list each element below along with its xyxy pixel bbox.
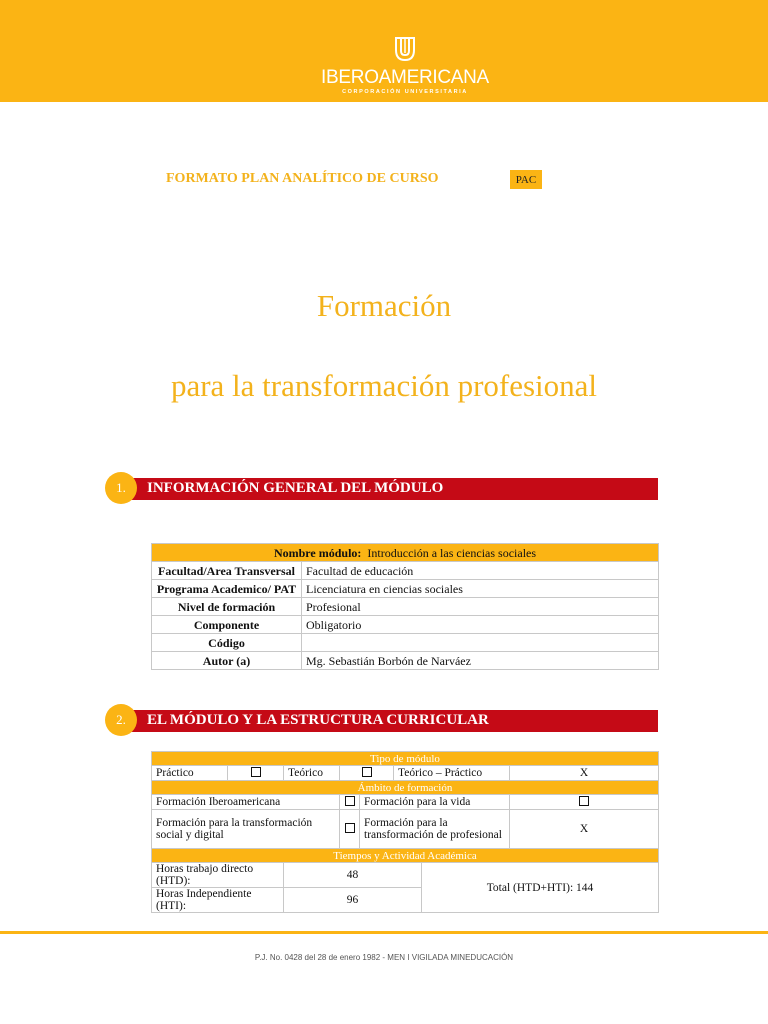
htd-label: Horas trabajo directo (HTD): [152, 863, 284, 888]
main-title-line2: para la transformación profesional [170, 368, 598, 403]
table-row [152, 766, 659, 781]
table-row [152, 863, 659, 888]
teorico-label: Teórico [284, 766, 340, 781]
formacion-ibero-label: Formación Iberoamericana [152, 795, 340, 810]
formacion-profesional-label: Formación para la transformación de profesional [360, 810, 510, 849]
footer-text: P.J. No. 0428 del 28 de enero 1982 - MEN I VIGILADA MINEDUCACIÓN [254, 953, 514, 962]
row-value: Facultad de educación [302, 562, 659, 580]
section-number: 2. [105, 704, 137, 736]
table-row [152, 781, 659, 795]
section-2-header [118, 710, 658, 732]
ambito-formacion-header: Ámbito de formación [152, 781, 659, 795]
iberoamericana-shield-logo [394, 36, 416, 62]
logo-subtitle: CORPORACIÓN UNIVERSITARIA [342, 89, 468, 95]
formacion-profesional-checkbox[interactable]: X [510, 810, 659, 849]
teorico-practico-checkbox[interactable]: X [510, 766, 659, 781]
tipo-modulo-header: Tipo de módulo [152, 752, 659, 766]
hti-label: Horas Independiente (HTI): [152, 888, 284, 913]
module-name-cell [152, 544, 659, 562]
practico-label: Práctico [152, 766, 228, 781]
formacion-ibero-checkbox[interactable] [340, 795, 360, 810]
row-label: Nivel de formación [152, 598, 302, 616]
htd-value: 48 [284, 863, 422, 888]
formacion-social-label: Formación para la transformación social y digital [152, 810, 340, 849]
teorico-practico-label: Teórico – Práctico [394, 766, 510, 781]
row-value: Profesional [302, 598, 659, 616]
row-value: Licenciatura en ciencias sociales [302, 580, 659, 598]
practico-checkbox[interactable] [228, 766, 284, 781]
table-row [152, 810, 659, 849]
formacion-vida-label: Formación para la vida [360, 795, 510, 810]
section-1-header [118, 478, 658, 500]
logo-name: IBEROAMERICANA [321, 67, 489, 88]
table-row [152, 652, 659, 670]
pac-badge: PAC [510, 170, 542, 189]
header-banner [0, 0, 768, 102]
row-value: Mg. Sebastián Borbón de Narváez [302, 652, 659, 670]
table-row [152, 634, 659, 652]
formacion-social-checkbox[interactable] [340, 810, 360, 849]
table-row [152, 544, 659, 562]
table-row [152, 580, 659, 598]
main-title-line1: Formación [316, 288, 452, 323]
row-value [302, 634, 659, 652]
module-info-table [151, 543, 659, 670]
table-row [152, 849, 659, 863]
table-row [152, 598, 659, 616]
section-title: EL MÓDULO Y LA ESTRUCTURA CURRICULAR [147, 712, 489, 728]
section-title: INFORMACIÓN GENERAL DEL MÓDULO [147, 480, 444, 496]
empty-checkbox-icon [579, 796, 589, 806]
module-name-label: Nombre módulo: [273, 545, 362, 560]
tiempos-header: Tiempos y Actividad Académica [152, 849, 659, 863]
table-row [152, 562, 659, 580]
table-row [152, 752, 659, 766]
empty-checkbox-icon [362, 767, 372, 777]
table-row [152, 795, 659, 810]
format-title: FORMATO PLAN ANALÍTICO DE CURSO [166, 171, 439, 186]
curricular-structure-table [151, 751, 659, 913]
empty-checkbox-icon [345, 796, 355, 806]
empty-checkbox-icon [251, 767, 261, 777]
table-row [152, 616, 659, 634]
row-value: Obligatorio [302, 616, 659, 634]
teorico-checkbox[interactable] [340, 766, 394, 781]
row-label: Autor (a) [152, 652, 302, 670]
row-label: Código [152, 634, 302, 652]
logo [310, 36, 500, 98]
footer-divider [0, 931, 768, 934]
empty-checkbox-icon [345, 823, 355, 833]
row-label: Facultad/Area Transversal [152, 562, 302, 580]
hti-value: 96 [284, 888, 422, 913]
row-label: Programa Academico/ PAT [152, 580, 302, 598]
row-label: Componente [152, 616, 302, 634]
section-number: 1. [105, 472, 137, 504]
total-hours: Total (HTD+HTI): 144 [422, 863, 659, 913]
module-name-value: Introducción a las ciencias sociales [367, 545, 537, 560]
formacion-vida-checkbox[interactable] [510, 795, 659, 810]
